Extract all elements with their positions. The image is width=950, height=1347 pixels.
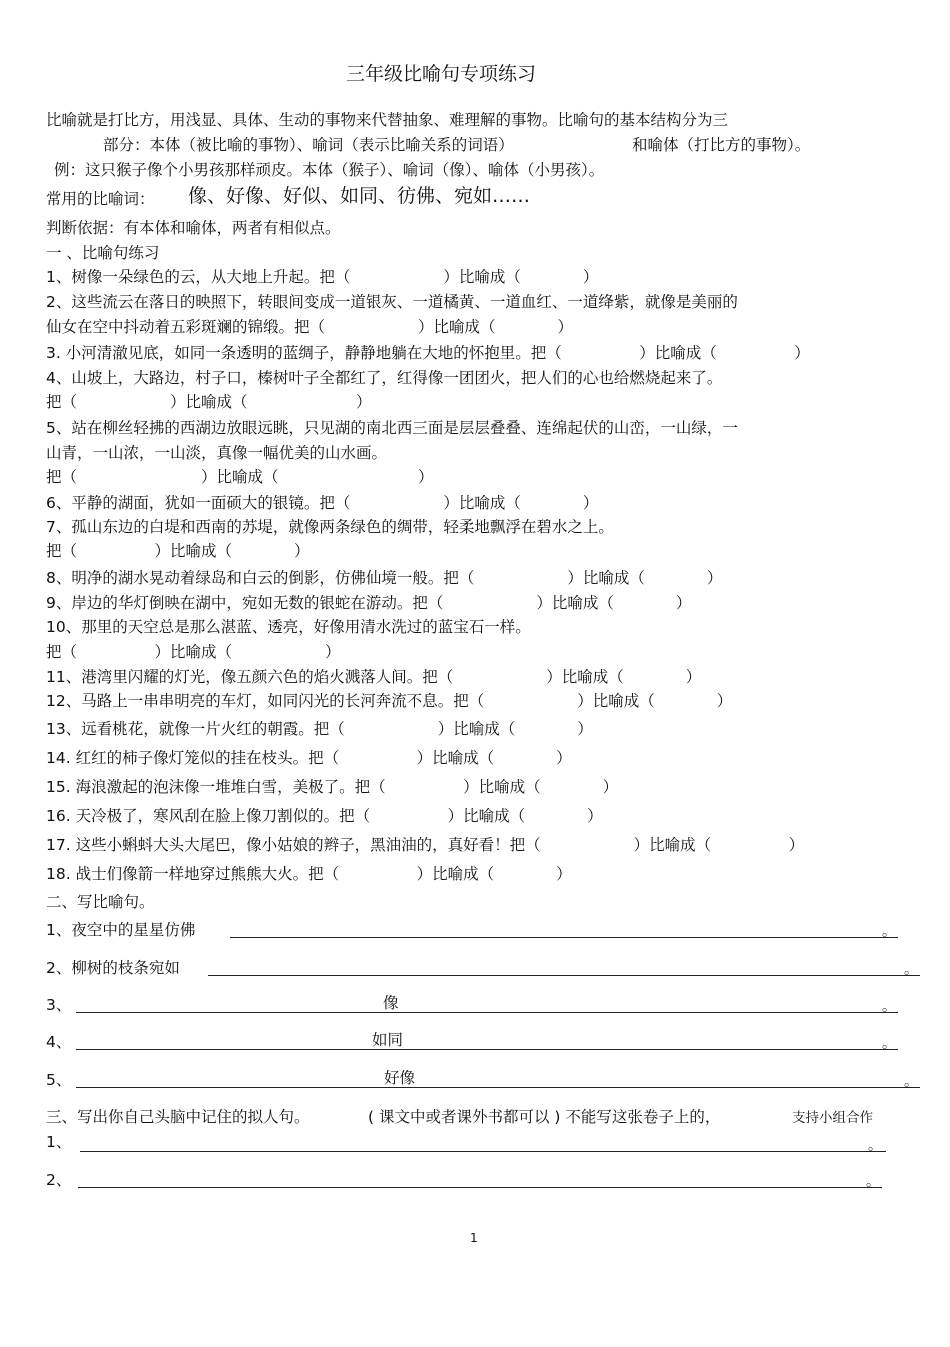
question-1: 1、树像一朵绿色的云，从大地上升起。把（ ）比喻成（ ） <box>46 268 599 286</box>
question-10a: 10、那里的天空总是那么湛蓝、透亮，好像用清水洗过的蓝宝石一样。 <box>46 618 531 636</box>
period-5: 。 <box>904 1074 918 1090</box>
answer-line-4[interactable] <box>76 1049 898 1050</box>
period-1: 。 <box>882 924 896 940</box>
section1-heading: 一 、比喻句练习 <box>46 244 160 262</box>
question-16: 16. 天冷极了，寒风刮在脸上像刀割似的。把（ ）比喻成（ ） <box>46 807 603 825</box>
question-6: 6、平静的湖面，犹如一面硕大的银镜。把（ ）比喻成（ ） <box>46 494 599 512</box>
personification-answer-line-2[interactable] <box>78 1187 882 1188</box>
personification-item-1: 1、 <box>46 1133 72 1151</box>
question-5a: 5、站在柳丝轻拂的西湖边放眼远眺，只见湖的南北西三面是层层叠叠、连绵起伏的山峦，一山绿，一 <box>46 419 738 437</box>
question-13: 13、远看桃花，就像一片火红的朝霞。把（ ）比喻成（ ） <box>46 720 593 738</box>
personification-answer-line-1[interactable] <box>80 1151 886 1152</box>
question-9: 9、岸边的华灯倒映在湖中，宛如无数的银蛇在游动。把（ ）比喻成（ ） <box>46 594 692 612</box>
simile-word-haoxiang: 好像 <box>384 1069 416 1087</box>
question-4a: 4、山坡上，大路边，村子口，榛树叶子全都红了，红得像一团团火，把人们的心也给燃烧起来了。 <box>46 369 723 387</box>
write-item-2-prompt: 2、柳树的枝条宛如 <box>46 959 180 977</box>
simile-word-rutong: 如同 <box>372 1031 404 1049</box>
common-words-label: 常用的比喻词： <box>46 190 155 208</box>
section2-heading: 二、写比喻句。 <box>46 893 155 911</box>
criteria: 判断依据：有本体和喻体，两者有相似点。 <box>46 219 341 237</box>
question-14: 14. 红红的柿子像灯笼似的挂在枝头。把（ ）比喻成（ ） <box>46 749 572 767</box>
period-2: 。 <box>904 962 918 978</box>
answer-line-5[interactable] <box>76 1087 920 1088</box>
write-item-4-prompt: 4、 <box>46 1033 72 1051</box>
answer-line-2[interactable] <box>208 975 920 976</box>
period-7: 。 <box>866 1174 880 1190</box>
write-item-5-prompt: 5、 <box>46 1071 72 1089</box>
question-10b: 把（ ）比喻成（ ） <box>46 643 341 661</box>
question-4b: 把（ ）比喻成（ ） <box>46 393 372 411</box>
intro-line-2b: 和喻体（打比方的事物）。 <box>632 136 811 154</box>
section3-heading: 三、写出你自己头脑中记住的拟人句。 <box>46 1108 310 1126</box>
write-item-3-prompt: 3、 <box>46 996 72 1014</box>
period-6: 。 <box>868 1138 882 1154</box>
page-title: 三年级比喻句专项练习 <box>346 63 537 85</box>
question-12: 12、马路上一串串明亮的车灯，如同闪光的长河奔流不息。把（ ）比喻成（ ） <box>46 692 733 710</box>
intro-example: 例：这只猴子像个小男孩那样顽皮。本体（猴子）、喻词（像）、喻体（小男孩）。 <box>54 161 605 179</box>
intro-line-1: 比喻就是打比方，用浅显、具体、生动的事物来代替抽象、难理解的事物。比喻句的基本结构分为三 <box>46 111 729 129</box>
question-7a: 7、孤山东边的白堤和西南的苏堤，就像两条绿色的绸带，轻柔地飘浮在碧水之上。 <box>46 518 614 536</box>
question-18: 18. 战士们像箭一样地穿过熊熊大火。把（ ）比喻成（ ） <box>46 865 572 883</box>
question-2b: 仙女在空中抖动着五彩斑斓的锦缎。把（ ）比喻成（ ） <box>46 318 574 336</box>
page-number: 1 <box>470 1231 478 1245</box>
answer-line-3[interactable] <box>76 1012 898 1013</box>
common-words: 像、好像、好似、如同、彷佛、宛如…… <box>188 185 531 207</box>
question-7b: 把（ ）比喻成（ ） <box>46 542 310 560</box>
intro-line-2a: 部分：本体（被比喻的事物）、喻词（表示比喻关系的词语） <box>103 136 514 154</box>
question-2a: 2、这些流云在落日的映照下，转眼间变成一道银灰、一道橘黄、一道血红、一道绛紫，就像是美丽的 <box>46 293 738 311</box>
personification-item-2: 2、 <box>46 1171 72 1189</box>
simile-word-xiang: 像 <box>383 994 399 1012</box>
question-15: 15. 海浪激起的泡沫像一堆堆白雪，美极了。把（ ）比喻成（ ） <box>46 778 619 796</box>
period-4: 。 <box>882 1036 896 1052</box>
question-8: 8、明净的湖水晃动着绿岛和白云的倒影，仿佛仙境一般。把（ ）比喻成（ ） <box>46 569 723 587</box>
section3-group-note: 支持小组合作 <box>792 1110 873 1126</box>
period-3: 。 <box>882 999 896 1015</box>
question-5c: 把（ ）比喻成（ ） <box>46 468 434 486</box>
question-11: 11、港湾里闪耀的灯光，像五颜六色的焰火溅落人间。把（ ）比喻成（ ） <box>46 668 702 686</box>
question-17: 17. 这些小蝌蚪大头大尾巴，像小姑娘的辫子，黑油油的，真好看！把（ ）比喻成（ ） <box>46 836 805 854</box>
question-5b: 山青，一山浓，一山淡，真像一幅优美的山水画。 <box>46 444 388 462</box>
section3-note: ( 课文中或者课外书都可以 ) 不能写这张卷子上的， <box>368 1108 721 1126</box>
question-3: 3. 小河清澈见底，如同一条透明的蓝绸子，静静地躺在大地的怀抱里。把（ ）比喻成（ ） <box>46 344 810 362</box>
write-item-1-prompt: 1、夜空中的星星仿佛 <box>46 921 196 939</box>
answer-line-1[interactable] <box>230 937 898 938</box>
